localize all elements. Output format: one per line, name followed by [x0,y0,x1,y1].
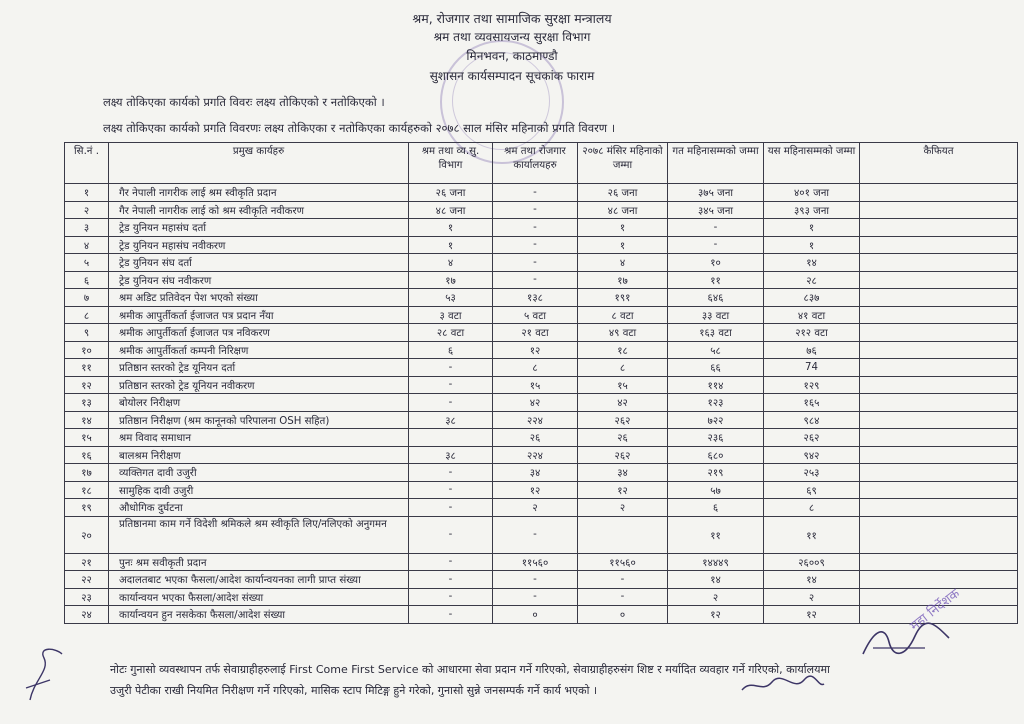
cell-sn: १० [65,341,109,359]
cell-remarks [860,464,1018,482]
cell-task: प्रतिष्ठान स्तरको ट्रेड यूनियन नवीकरण [109,376,409,394]
cell-prev: - [668,236,764,254]
table-row [65,516,1018,553]
cell-cum: १६५ [764,394,860,412]
cell-office: ८ [493,359,578,377]
cell-office: - [493,236,578,254]
table-row [65,429,1018,447]
cell-remarks [860,219,1018,237]
cell-cum: १४ [764,254,860,272]
cell-month: १९१ [578,289,668,307]
cell-office: २६ [493,429,578,447]
cell-sn: ४ [65,236,109,254]
cell-remarks [860,271,1018,289]
cell-office: - [493,516,578,553]
table-header-row [65,143,1018,184]
table-row [65,376,1018,394]
cell-remarks [860,481,1018,499]
cell-cum: ४०१ जना [764,184,860,202]
table-row [65,464,1018,482]
cell-sn: १८ [65,481,109,499]
header-remarks: कैफियत [860,143,1018,184]
cell-office: - [493,571,578,589]
cell-office: १५ [493,376,578,394]
cell-cum: ९४२ [764,446,860,464]
initials-left [20,640,70,710]
ministry-title: श्रम, रोजगार तथा सामाजिक सुरक्षा मन्त्रालय [412,11,612,26]
cell-sn: २३ [65,588,109,606]
cell-sn: ३ [65,219,109,237]
cell-cum: 74 [764,359,860,377]
cell-task: श्रम अडिट प्रतिवेदन पेश भएको संख्या [109,289,409,307]
cell-task: ट्रेड युनियन महासंघ नवीकरण [109,236,409,254]
cell-prev: १४४४९ [668,553,764,571]
cell-cum: ६९ [764,481,860,499]
table-row [65,481,1018,499]
cell-remarks [860,516,1018,553]
cell-cum: ८३७ [764,289,860,307]
cell-remarks [860,201,1018,219]
cell-task: ट्रेड युनियन संघ दर्ता [109,254,409,272]
cell-sn: १२ [65,376,109,394]
cell-month: १७ [578,271,668,289]
table-row [65,499,1018,517]
cell-month: २६ [578,429,668,447]
cell-office: - [493,184,578,202]
table-row [65,359,1018,377]
cell-remarks [860,411,1018,429]
cell-office: - [493,254,578,272]
cell-cum: ३९३ जना [764,201,860,219]
cell-office: ३४ [493,464,578,482]
cell-office: ४२ [493,394,578,412]
cell-cum: २५३ [764,464,860,482]
header-dept: श्रम तथा व्य.सु. विभाग [409,143,493,184]
cell-office: ११५६० [493,553,578,571]
cell-prev: ७२२ [668,411,764,429]
intro-line-1: लक्ष्य तोकिएका कार्यको प्रगति विवरः लक्ष्य तोकिएको र नतोकिएको । [103,95,385,109]
cell-sn: २१ [65,553,109,571]
cell-task: व्यक्तिगत दावी उजुरी [109,464,409,482]
cell-sn: २ [65,201,109,219]
cell-prev: १४ [668,571,764,589]
cell-sn: ८ [65,306,109,324]
cell-month: २६ जना [578,184,668,202]
table-row [65,571,1018,589]
table-row [65,411,1018,429]
cell-remarks [860,324,1018,342]
cell-task: बालश्रम निरीक्षण [109,446,409,464]
cell-task: बोयोलर निरीक्षण [109,394,409,412]
cell-remarks [860,306,1018,324]
table-row [65,201,1018,219]
cell-task: ट्रेड युनियन संघ नवीकरण [109,271,409,289]
header-task: प्रमुख कार्यहरु [109,143,409,184]
cell-cum: १ [764,236,860,254]
cell-month: ८ वटा [578,306,668,324]
cell-task: पुनः श्रम सवीकृती प्रदान [109,553,409,571]
cell-office: ० [493,606,578,624]
cell-office: - [493,219,578,237]
cell-sn: १ [65,184,109,202]
cell-office: २ [493,499,578,517]
cell-month: ४२ [578,394,668,412]
cell-month: १ [578,236,668,254]
cell-dept: १ [409,219,493,237]
table-row [65,446,1018,464]
cell-prev: ११ [668,516,764,553]
cell-sn: २४ [65,606,109,624]
cell-month: ४ [578,254,668,272]
cell-cum: १ [764,219,860,237]
table-row [65,236,1018,254]
table-row [65,219,1018,237]
cell-sn: २२ [65,571,109,589]
cell-task: कार्यान्वयन भएका फैसला/आदेश संख्या [109,588,409,606]
cell-month: ११५६० [578,553,668,571]
cell-sn: १३ [65,394,109,412]
cell-office: २१ वटा [493,324,578,342]
cell-task: श्रमीक आपुर्तीकर्ता ईजाजत पत्र प्रदान नँया [109,306,409,324]
table-row [65,289,1018,307]
table-row [65,184,1018,202]
cell-prev: १० [668,254,764,272]
cell-month: - [578,588,668,606]
cell-prev: १६३ वटा [668,324,764,342]
cell-remarks [860,429,1018,447]
cell-prev: ३७५ जना [668,184,764,202]
cell-prev: ५७ [668,481,764,499]
cell-prev: ३४५ जना [668,201,764,219]
cell-office: २२४ [493,446,578,464]
cell-month: १८ [578,341,668,359]
cell-remarks [860,359,1018,377]
cell-sn: ५ [65,254,109,272]
cell-prev: ५८ [668,341,764,359]
cell-prev: २१९ [668,464,764,482]
table-row [65,306,1018,324]
cell-task: प्रतिष्ठान निरीक्षण (श्रम कानूनको परिपालना OSH सहित) [109,411,409,429]
cell-dept [409,429,493,447]
cell-remarks [860,394,1018,412]
cell-office: १२ [493,341,578,359]
cell-task: श्रमीक आपुर्तीकर्ता कम्पनी निरिक्षण [109,341,409,359]
cell-task: औधोगिक दुर्घटना [109,499,409,517]
cell-office: - [493,271,578,289]
footer-note-1: नोटः गुनासो व्यवस्थापन तर्फ सेवाग्राहीहरुलाई First Come First Service को आधारमा सेवा प्रदान गर्ने गरिएको, सेवाग्राहीहरुसंग शिष्ट र मर्यादित व्यवहार गर्ने गरिएको, कार्यालयमा [110,663,830,676]
cell-dept: - [409,394,493,412]
cell-dept: - [409,376,493,394]
cell-month: - [578,571,668,589]
cell-prev: ११ [668,271,764,289]
cell-dept: - [409,464,493,482]
cell-dept: - [409,553,493,571]
cell-dept: - [409,499,493,517]
header-prev: गत महिनासम्मको जम्मा [668,143,764,184]
cell-month: ४८ जना [578,201,668,219]
cell-task: अदालतबाट भएका फैसला/आदेश कार्यान्वयनका लागी प्राप्त संख्या [109,571,409,589]
cell-sn: ११ [65,359,109,377]
cell-task: प्रतिष्ठान स्तरको ट्रेड यूनियन दर्ता [109,359,409,377]
cell-month: २६२ [578,446,668,464]
cell-prev: २ [668,588,764,606]
cell-dept: - [409,359,493,377]
cell-remarks [860,446,1018,464]
cell-prev: ६६ [668,359,764,377]
table-row [65,588,1018,606]
cell-sn: १७ [65,464,109,482]
cell-cum: ११ [764,516,860,553]
progress-table [64,142,1018,624]
cell-dept: २८ वटा [409,324,493,342]
cell-sn: १५ [65,429,109,447]
cell-cum: २६२ [764,429,860,447]
cell-cum: १२ [764,606,860,624]
signature-bottom [738,672,828,698]
cell-remarks [860,254,1018,272]
table-row [65,254,1018,272]
cell-office: - [493,588,578,606]
cell-dept: - [409,588,493,606]
cell-month: ४९ वटा [578,324,668,342]
cell-month: १२ [578,481,668,499]
header-month: २०७८ मंसिर महिनाको जम्मा [578,143,668,184]
cell-task: गैर नेपाली नागरीक लाई श्रम स्वीकृति प्रदान [109,184,409,202]
cell-dept: १ [409,236,493,254]
department-address: मिनभवन, काठमाण्डौ [466,49,558,63]
cell-sn: ९ [65,324,109,342]
cell-sn: ७ [65,289,109,307]
table-row [65,341,1018,359]
cell-month: १५ [578,376,668,394]
cell-task: श्रम विवाद समाधान [109,429,409,447]
cell-dept: ३८ [409,446,493,464]
signature-right [855,618,955,664]
cell-prev: ६८० [668,446,764,464]
footer-note-2: उजुरी पेटीका राखी नियमित निरीक्षण गर्ने गरिएको, मासिक स्टाप मिटिङ्ग हुने गरेको, गुनासो सुन्ने जनसम्पर्क गर्ने कार्य भएको । [110,684,598,697]
cell-cum: २ [764,588,860,606]
table-row [65,553,1018,571]
cell-cum: १२९ [764,376,860,394]
cell-task: कार्यान्वयन हुन नसकेका फैसला/आदेश संख्या [109,606,409,624]
cell-dept: ५३ [409,289,493,307]
table-row [65,271,1018,289]
cell-dept: ४ [409,254,493,272]
cell-dept: - [409,481,493,499]
cell-dept: - [409,516,493,553]
cell-month: १ [578,219,668,237]
cell-cum: ७६ [764,341,860,359]
cell-office: १२ [493,481,578,499]
cell-prev: ११४ [668,376,764,394]
director-stamp: महा निर्देशक [907,586,963,635]
cell-cum: ४१ वटा [764,306,860,324]
cell-month: ० [578,606,668,624]
form-title: सुशासन कार्यसम्पादन सूचकांक फाराम [429,69,595,83]
cell-dept: ३८ [409,411,493,429]
cell-month: ३४ [578,464,668,482]
cell-dept: २६ जना [409,184,493,202]
cell-cum: २८ [764,271,860,289]
cell-prev: - [668,219,764,237]
cell-prev: १२३ [668,394,764,412]
cell-task: श्रमीक आपुर्तीकर्ता ईजाजत पत्र नविकरण [109,324,409,342]
cell-prev: २३६ [668,429,764,447]
cell-sn: २० [65,516,109,553]
cell-remarks [860,184,1018,202]
cell-dept: १७ [409,271,493,289]
department-title: श्रम तथा व्यवसायजन्य सुरक्षा विभाग [433,30,591,44]
cell-remarks [860,571,1018,589]
cell-remarks [860,289,1018,307]
cell-dept: - [409,571,493,589]
header-office: श्रम तथा रोजगार कार्यालयहरु [493,143,578,184]
cell-prev: ६ [668,499,764,517]
cell-dept: ६ [409,341,493,359]
header-cum: यस महिनासम्मको जम्मा [764,143,860,184]
intro-line-2: लक्ष्य तोकिएका कार्यको प्रगति विवरणः लक्ष्य तोकिएका र नतोकिएका कार्यहरुको २०७८ साल मंसिर महिनाको प्रगति विवरण । [103,121,616,135]
cell-task: ट्रेड युनियन महासंघ दर्ता [109,219,409,237]
cell-cum: २६००९ [764,553,860,571]
cell-cum: ९८४ [764,411,860,429]
cell-prev: ३३ वटा [668,306,764,324]
cell-prev: १२ [668,606,764,624]
cell-month: ८ [578,359,668,377]
cell-remarks [860,499,1018,517]
cell-sn: १९ [65,499,109,517]
cell-cum: ८ [764,499,860,517]
table-row [65,394,1018,412]
cell-cum: २१२ वटा [764,324,860,342]
cell-month [578,516,668,553]
cell-cum: १४ [764,571,860,589]
cell-remarks [860,376,1018,394]
cell-office: - [493,201,578,219]
cell-remarks [860,341,1018,359]
cell-office: १३८ [493,289,578,307]
cell-dept: - [409,606,493,624]
cell-sn: १६ [65,446,109,464]
cell-dept: ४८ जना [409,201,493,219]
cell-remarks [860,553,1018,571]
cell-task: गैर नेपाली नागरीक लाई को श्रम स्वीकृति नवीकरण [109,201,409,219]
table-row [65,324,1018,342]
cell-month: २ [578,499,668,517]
cell-office: ५ वटा [493,306,578,324]
cell-month: २६२ [578,411,668,429]
cell-sn: १४ [65,411,109,429]
cell-remarks [860,236,1018,254]
cell-task: सामुहिक दावी उजुरी [109,481,409,499]
header-sn: सि.नं . [65,143,109,184]
cell-task: प्रतिष्ठानमा काम गर्ने विदेशी श्रमिकले श्रम स्वीकृति लिए/नलिएको अनुगमन [109,516,409,553]
cell-sn: ६ [65,271,109,289]
cell-dept: ३ वटा [409,306,493,324]
cell-office: २२४ [493,411,578,429]
cell-prev: ६४६ [668,289,764,307]
